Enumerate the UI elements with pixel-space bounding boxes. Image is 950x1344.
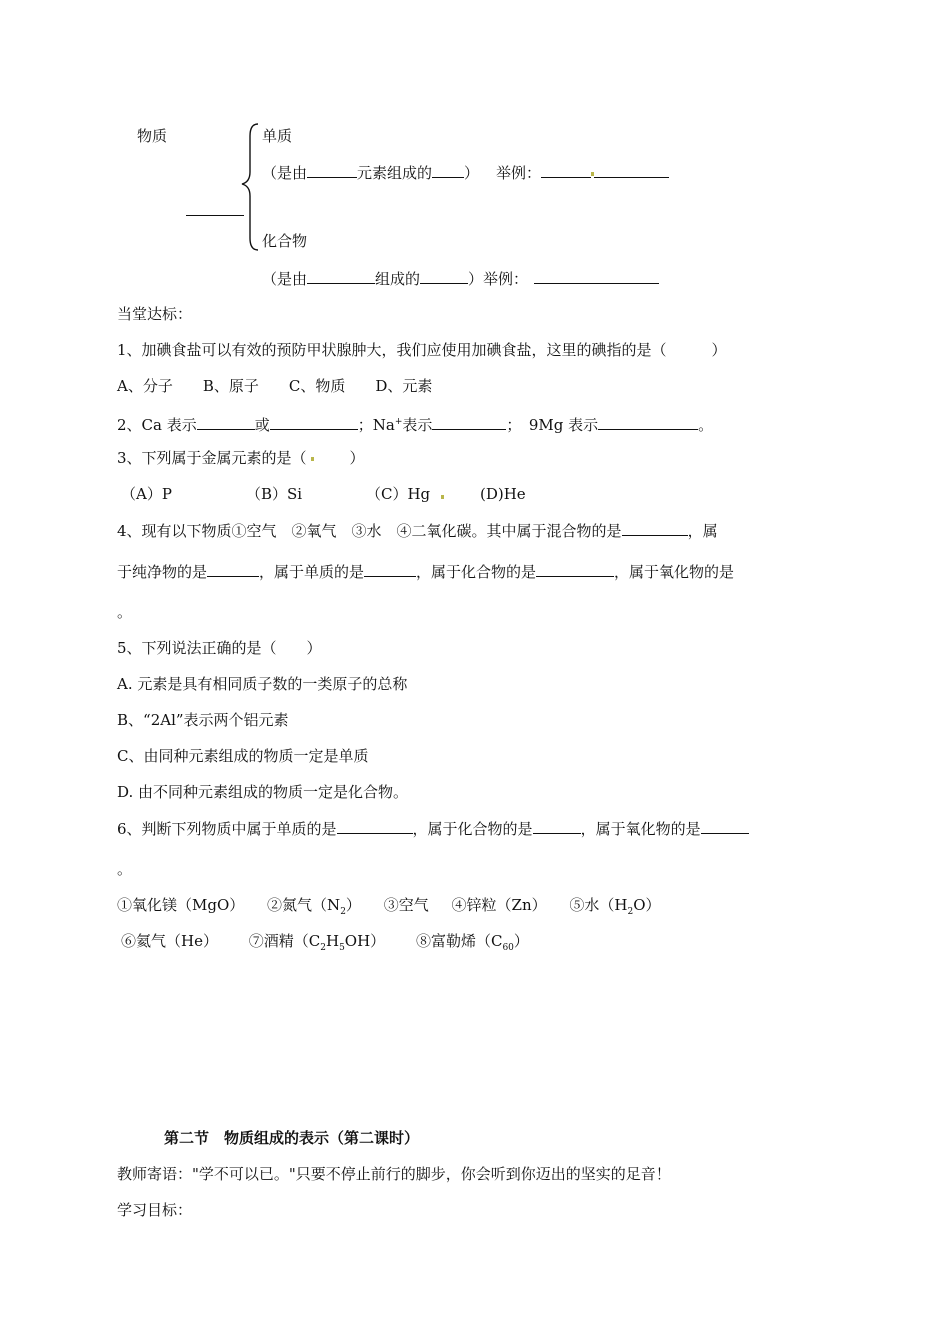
blank[interactable]	[536, 561, 614, 577]
q5-text: 5、下列说法正确的是（ ）	[117, 639, 322, 657]
q6-c: ，属于氧化物的是	[580, 820, 701, 838]
q3-b: ）	[349, 449, 365, 467]
q4-line2	[117, 561, 734, 582]
simple-desc-c: ）	[464, 164, 480, 182]
q6-b: ，属于化合物的是	[412, 820, 533, 838]
q5-option-d: D. 由不同种元素组成的物质一定是化合物。	[117, 783, 409, 801]
simple-desc-a: （是由	[262, 164, 308, 182]
q2-e: ； 9Mg 表示	[506, 416, 599, 434]
q1-options: A、分子 B、原子 C、物质 D、元素	[117, 377, 433, 395]
q6-line1	[117, 818, 749, 839]
blank[interactable]	[207, 561, 259, 577]
q4-b: ，属	[687, 522, 718, 540]
compound-desc-c: ）举例：	[468, 270, 529, 288]
brace-icon	[238, 122, 262, 252]
q4-a: 4、现有以下物质①空气 ②氧气 ③水 ④二氧化碳。其中属于混合物的是	[117, 522, 622, 540]
mark-dot	[311, 457, 314, 461]
compound-desc-b: 组成的	[375, 270, 421, 288]
blank[interactable]	[420, 268, 468, 284]
q2-a: 2、Ca 表示	[117, 416, 197, 434]
blank[interactable]	[594, 162, 669, 178]
section-title: 当堂达标：	[117, 305, 193, 323]
q4-c: 于纯净物的是	[117, 563, 208, 581]
q2-line	[117, 412, 713, 435]
q3-a: 3、下列属于金属元素的是（	[117, 449, 307, 467]
blank[interactable]	[534, 268, 659, 284]
q6-item-1: ①氧化镁（MgO）	[117, 896, 245, 914]
blank[interactable]	[197, 414, 255, 430]
q4-f: ，属于氧化物的是	[614, 563, 735, 581]
q2-f: 。	[698, 416, 714, 434]
next-section-title: 第二节 物质组成的表示（第二课时）	[164, 1129, 420, 1147]
blank[interactable]	[622, 520, 688, 536]
q3-option-d: (D)He	[480, 485, 526, 503]
blank[interactable]	[270, 414, 358, 430]
blank[interactable]	[541, 162, 591, 178]
teacher-motto: 教师寄语："学不可以已。"只要不停止前行的脚步，你会听到你迈出的坚实的足音！	[117, 1165, 671, 1183]
q2-sup: +	[394, 417, 403, 427]
diagram-simple-example	[496, 162, 669, 183]
q5-option-b: B、“2Al”表示两个铝元素	[117, 711, 289, 729]
simple-desc-b: 元素组成的	[357, 164, 433, 182]
q6-item-6: ⑥氦气（He）	[121, 932, 218, 950]
q6-item-2: ②氮气$(N_2)$	[267, 896, 361, 917]
blank[interactable]	[364, 561, 416, 577]
example-label: 举例：	[496, 164, 542, 182]
blank[interactable]	[307, 162, 357, 178]
blank[interactable]	[432, 162, 464, 178]
q1-text: 1、加碘食盐可以有效的预防甲状腺肿大，我们应使用加碘食盐，这里的碘指的是（ ）	[117, 341, 727, 359]
q5-option-c: C、由同种元素组成的物质一定是单质	[117, 747, 369, 765]
diagram-root-blank	[186, 200, 244, 216]
q2-b: 或	[254, 416, 270, 434]
q3-option-a: （A）P	[121, 485, 172, 503]
q4-e: ，属于化合物的是	[416, 563, 537, 581]
diagram-simple-desc	[262, 162, 479, 183]
learning-goals-label: 学习目标：	[117, 1201, 193, 1219]
blank[interactable]	[432, 414, 506, 430]
blank[interactable]	[598, 414, 698, 430]
q6-item-5: ⑤水$(H_2O)$	[569, 896, 661, 917]
diagram-simple: 单质	[262, 127, 293, 145]
diagram-root: 物质	[137, 127, 168, 145]
q6-items-row1	[117, 895, 661, 922]
q6-a: 6、判断下列物质中属于单质的是	[117, 820, 337, 838]
mark-dot	[441, 495, 444, 499]
q2-c: ；Na	[357, 416, 395, 434]
diagram-compound-desc	[262, 268, 659, 289]
blank[interactable]	[307, 268, 375, 284]
q6-item-8: ⑧富勒烯$(C_{60})$	[415, 932, 529, 953]
q4-d: ，属于单质的是	[259, 563, 365, 581]
q4-line3: 。	[117, 603, 133, 621]
blank[interactable]	[701, 818, 749, 834]
q6-item-3: ③空气	[383, 896, 429, 914]
q4-line1	[117, 520, 718, 541]
q2-d: 表示	[402, 416, 433, 434]
blank[interactable]	[337, 818, 413, 834]
q6-item-4: ④锌粒（Zn）	[451, 896, 547, 914]
q6-items-row2	[121, 931, 529, 958]
blank[interactable]	[533, 818, 581, 834]
q3-option-b: （B）Si	[246, 485, 303, 503]
q3-text	[117, 448, 365, 468]
diagram-compound: 化合物	[262, 232, 308, 250]
q6-item-7: ⑦酒精$(C_2H_5OH)$	[248, 932, 386, 953]
q3-option-c: （C）Hg	[366, 485, 431, 503]
q5-option-a: A. 元素是具有相同质子数的一类原子的总称	[117, 675, 408, 693]
q6-end: 。	[117, 860, 133, 878]
compound-desc-a: （是由	[262, 270, 308, 288]
